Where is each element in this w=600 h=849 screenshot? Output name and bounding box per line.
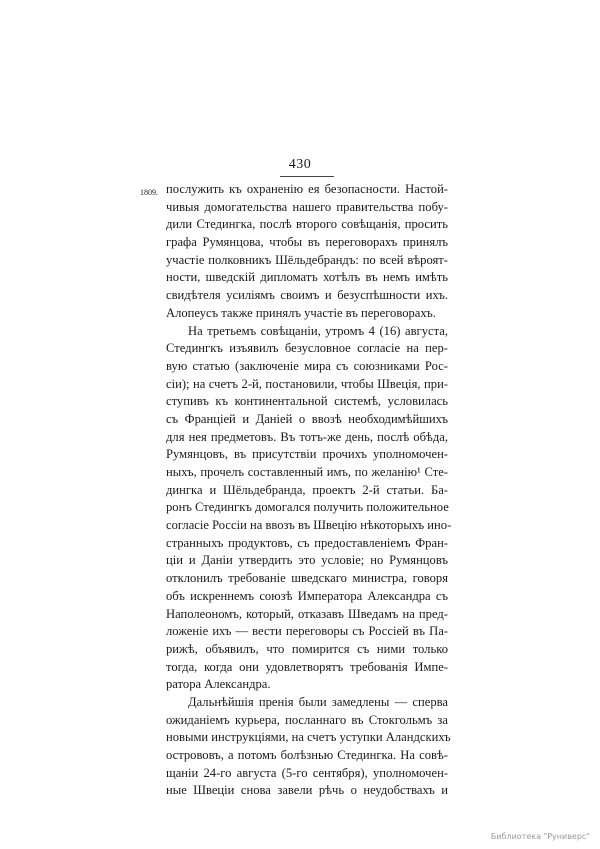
text-line: для нея предметовъ. Въ тотъ-же день, послѣ обѣда,	[166, 429, 448, 444]
text-line: Алопеусъ также принялъ участіе въ переговорахъ.	[166, 305, 436, 320]
text-line: Наполеономъ, который, отказавъ Шведамъ на пред-	[166, 606, 448, 621]
text-line: новыми инструкціями, на счетъ уступки Аландскихъ	[166, 730, 451, 745]
text-line: ронъ Стедингкъ домогался получить положительное	[166, 500, 449, 515]
text-line: свидѣтеля усиліямъ своимъ и безуспѣшности ихъ.	[166, 288, 448, 303]
text-line: рижѣ, объявилъ, что помирится съ ними только	[166, 641, 448, 656]
text-line: отклонилъ требованіе шведскаго министра, говоря	[166, 571, 448, 586]
text-line: ложеніе ихъ — вести переговоры съ Россіей въ Па-	[166, 624, 448, 639]
text-line: графа Румянцова, чтобы въ переговорахъ принялъ	[166, 235, 448, 250]
library-watermark: Библиотека "Руниверс"	[490, 832, 590, 841]
header-rule	[280, 176, 334, 177]
text-line: странныхъ продуктовъ, съ предоставленіемъ Фран-	[166, 535, 448, 550]
text-line: Румянцовъ, въ присутствіи прочихъ уполномочен-	[166, 447, 448, 462]
text-line: тогда, когда они удовлетворятъ требованія Импе-	[166, 659, 448, 674]
text-line: ступивъ къ континентальной системѣ, условилась	[166, 394, 448, 409]
text-line: острововъ, а потомъ болѣзнью Стедингка. На совѣ-	[166, 748, 448, 762]
text-line: ожиданіемъ курьера, посланнаго въ Стокгольмъ за	[166, 712, 448, 727]
text-line: ратора Александра.	[166, 677, 271, 692]
margin-year-note: 1809.	[140, 188, 158, 197]
text-line: Дальнѣйшія пренія были замедлены — сперва	[188, 694, 448, 709]
body-text	[166, 181, 452, 800]
text-line: участіе полковникъ Шёльдебрандъ: по всей вѣроят-	[166, 252, 448, 267]
text-line: щаніи 24-го августа (5-го сентября), уполномочен-	[166, 765, 448, 780]
text-line: ные Швеціи снова завели рѣчь о неудобствахъ и	[166, 783, 448, 798]
page-number: 430	[288, 157, 312, 172]
text-line: сіи); на счетъ 2-й, постановили, чтобы Швеція, при-	[166, 376, 448, 391]
text-line: ности, шведскій дипломатъ хотѣлъ въ немъ имѣть	[166, 270, 448, 285]
text-line: На третьемъ совѣщаніи, утромъ 4 (16) августа,	[188, 323, 448, 338]
text-line: дингка и Шёльдебранда, проектъ 2-й статьи. Ба-	[166, 482, 448, 497]
text-line: согласіе Россіи на ввозъ въ Швецію нѣкоторыхъ ино-	[166, 518, 452, 533]
text-line: съ Франціей и Даніей о ввозѣ необходимѣйшихъ	[166, 411, 448, 426]
text-line: вую статью (заключеніе мира съ союзниками Рос-	[166, 358, 448, 373]
text-line: дили Стедингка, послѣ второго совѣщанія, просить	[166, 217, 448, 232]
text-line: послужить къ охраненію ея безопасности. Настой-	[166, 182, 448, 196]
text-line: объ искреннемъ союзѣ Императора Александра съ	[166, 588, 448, 603]
text-line: чивыя домогательства нашего правительства побу-	[166, 199, 448, 214]
text-line: ныхъ, прочелъ составленный имъ, по желанію¹ Сте-	[166, 465, 448, 479]
text-line: ціи и Даніи утвердить это условіе; но Румянцовъ	[166, 553, 448, 568]
text-line: Стедингкъ изъявилъ безусловное согласіе на пер-	[166, 341, 448, 356]
